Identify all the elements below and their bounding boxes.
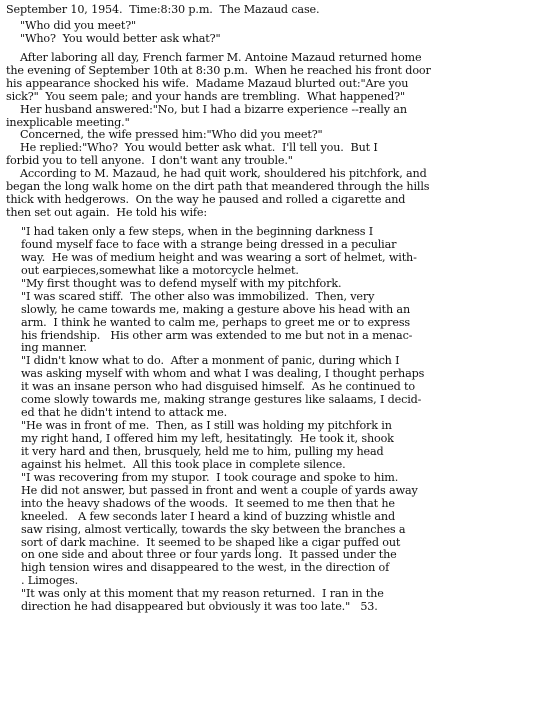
text-line: Concerned, the wife pressed him:"Who did you meet?" [20,128,323,142]
text-line: slowly, he came towards me, making a gesture above his head with an [21,302,411,316]
text-line: saw rising, almost vertically, towards the sky between the branches a [21,522,406,536]
text-line: ing manner. [21,341,87,355]
text-line: "I was scared stiff. The other also was immobilized. Then, very [21,289,375,303]
text-line: the evening of September 10th at 8:30 p.m. When he reached his front door [6,63,431,77]
text-line: "Who? You would better ask what?" [20,31,221,45]
text-line: come slowly towards me, making strange gestures like salaams, I decid- [21,393,422,407]
text-line: his friendship. His other arm was extended to me but not in a menac- [21,328,413,342]
text-line: found myself face to face with a strange being dressed in a peculiar [21,237,397,251]
text-line: high tension wires and disappeared to the west, in the direction of [21,561,390,575]
text-line: kneeled. A few seconds later I heard a kind of buzzing whistle and [21,509,395,523]
text-line: sick?" You seem pale; and your hands are trembling. What happened?" [6,89,405,103]
text-line: After laboring all day, French farmer M. Antoine Mazaud returned home [20,50,422,64]
text-line: into the heavy shadows of the woods. It seemed to me then that he [21,496,395,510]
text-line: his appearance shocked his wife. Madame Mazaud blurted out:"Are you [6,76,409,90]
text-line: my right hand, I offered him my left, hesitatingly. He took it, shook [21,432,394,445]
body-text [0,20,552,614]
text-line: "I didn't know what to do. After a monment of panic, during which I [21,354,400,368]
text-line: then set out again. He told his wife: [6,206,207,220]
text-line: "Who did you meet?" [20,18,137,32]
text-line: forbid you to tell anyone. I don't want any trouble." [6,154,293,168]
text-line: against his helmet. All this took place in complete silence. [21,457,346,471]
text-line: it very hard and then, brusquely, held me to him, pulling my head [21,444,384,458]
page-header: September 10, 1954. Time:8:30 p.m. The Mazaud case. [6,3,320,16]
text-line: it was an insane person who had disguised himself. As he continued to [21,380,415,394]
text-line: He did not answer, but passed in front and went a couple of yards away [21,483,418,497]
text-line: ed that he didn't intend to attack me. [21,406,228,420]
text-line: Her husband answered:"No, but I had a bizarre experience --really an [20,102,407,116]
page-number: 53. [360,600,378,614]
text-line: inexplicable meeting." [6,115,130,129]
text-line: . Limoges. [21,574,79,588]
text-line: way. He was of medium height and was wearing a sort of helmet, with- [21,250,417,264]
text-line: "I had taken only a few steps, when in the beginning darkness I [21,225,374,238]
text-line: direction he had disappeared but obviously it was too late." 53. [21,600,378,614]
text-line: sort of dark machine. It seemed to be shaped like a cigar puffed out [21,535,401,549]
text-line: "My first thought was to defend myself with my pitchfork. [21,276,342,290]
text-line: "He was in front of me. Then, as I still was holding my pitchfork in [21,419,392,433]
text-line: out earpieces,somewhat like a motorcycle helmet. [21,263,299,277]
text-line: He replied:"Who? You would better ask what. I'll tell you. But I [20,141,378,155]
text-line: on one side and about three or four yards long. It passed under the [21,548,397,562]
text-line: arm. I think he wanted to calm me, perhaps to greet me or to express [21,315,411,329]
text-line: was asking myself with whom and what I was dealing, I thought perhaps [21,367,425,381]
text-line: began the long walk home on the dirt path that meandered through the hills [6,180,430,194]
text-line: thick with hedgerows. On the way he paused and rolled a cigarette and [6,193,406,207]
text-line: According to M. Mazaud, he had quit work, shouldered his pitchfork, and [20,167,427,181]
text-line: "I was recovering from my stupor. I took courage and spoke to him. [21,470,399,484]
text-line: "It was only at this moment that my reason returned. I ran in the [21,587,384,601]
